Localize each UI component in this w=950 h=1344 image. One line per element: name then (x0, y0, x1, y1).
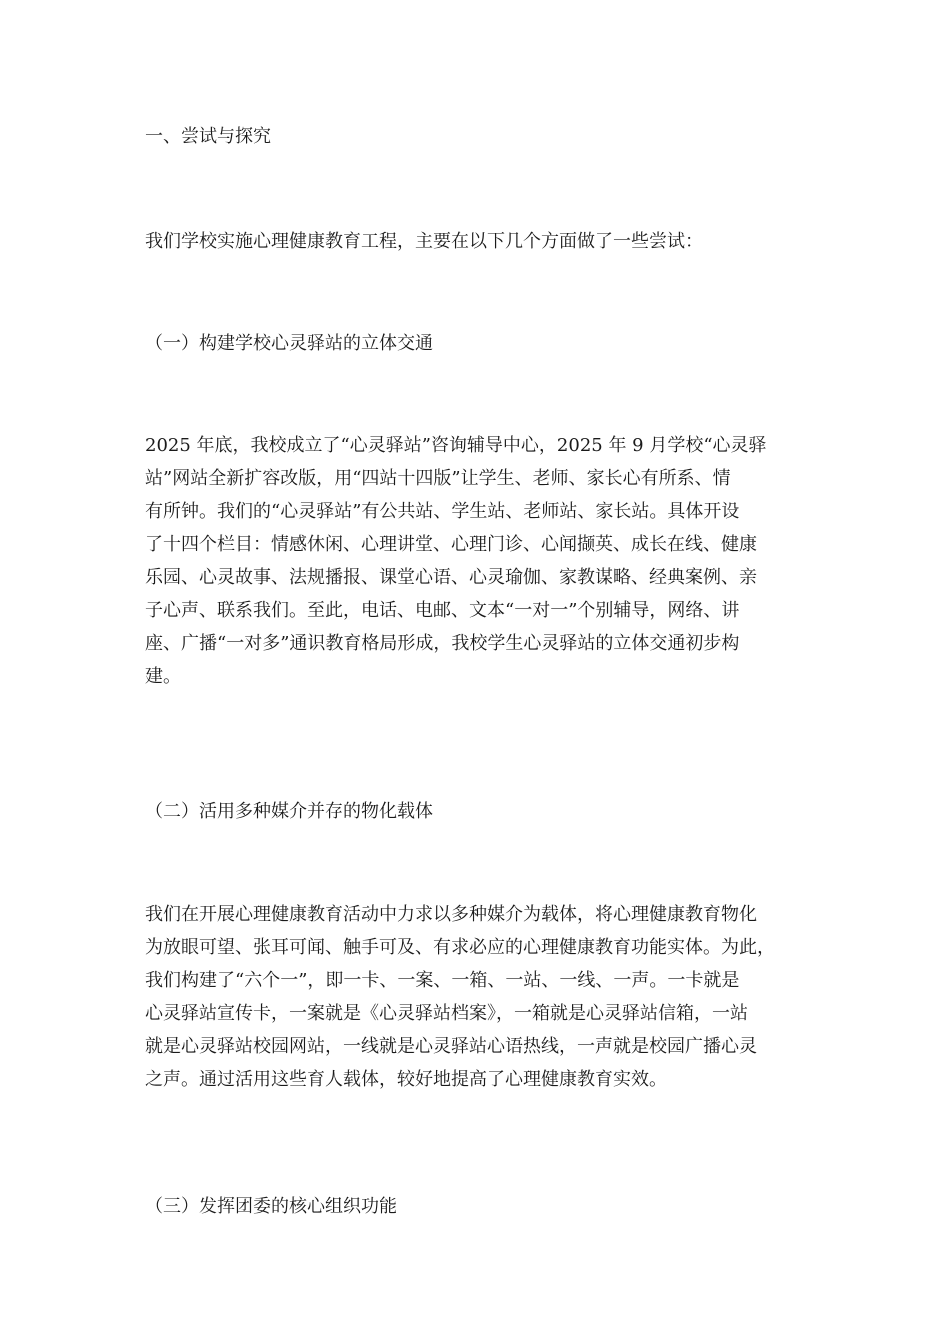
paragraph-line: 心灵驿站宣传卡，一案就是《心灵驿站档案》，一箱就是心灵驿站信箱，一站 (145, 1003, 748, 1024)
paragraph-line: 站”网站全新扩容改版，用“四站十四版”让学生、老师、家长心有所系、情 (145, 468, 731, 489)
subsection-3-title: （三）发挥团委的核心组织功能 (145, 1196, 397, 1217)
paragraph-line: 乐园、心灵故事、法规播报、课堂心语、心灵瑜伽、家教谋略、经典案例、亲 (145, 567, 757, 588)
paragraph-line: 2025 年底，我校成立了“心灵驿站”咨询辅导中心，2025 年 9 月学校“心灵驿 (145, 435, 767, 456)
paragraph-line: 之声。通过活用这些育人载体，较好地提高了心理健康教育实效。 (145, 1069, 667, 1090)
paragraph-line: 有所钟。我们的“心灵驿站”有公共站、学生站、老师站、家长站。具体开设 (145, 501, 740, 522)
intro-paragraph: 我们学校实施心理健康教育工程，主要在以下几个方面做了一些尝试： (145, 231, 703, 252)
subsection-1-title: （一）构建学校心灵驿站的立体交通 (145, 333, 433, 354)
paragraph-line: 了十四个栏目：情感休闲、心理讲堂、心理门诊、心闻撷英、成长在线、健康 (145, 534, 757, 555)
paragraph-line: 座、广播“一对多”通识教育格局形成，我校学生心灵驿站的立体交通初步构 (145, 633, 740, 654)
paragraph-line: 建。 (145, 666, 181, 687)
subsection-2-title: （二）活用多种媒介并存的物化载体 (145, 801, 433, 822)
section-title: 一、尝试与探究 (145, 126, 271, 147)
paragraph-line: 为放眼可望、张耳可闻、触手可及、有求必应的心理健康教育功能实体。为此， (145, 937, 775, 958)
paragraph-line: 我们在开展心理健康教育活动中力求以多种媒介为载体，将心理健康教育物化 (145, 904, 757, 925)
paragraph-line: 就是心灵驿站校园网站，一线就是心灵驿站心语热线，一声就是校园广播心灵 (145, 1036, 757, 1057)
subsection-2-paragraph (145, 898, 807, 1096)
paragraph-line: 我们构建了“六个一”，即一卡、一案、一箱、一站、一线、一声。一卡就是 (145, 970, 740, 991)
subsection-1-paragraph (145, 429, 807, 693)
paragraph-line: 子心声、联系我们。至此，电话、电邮、文本“一对一”个别辅导，网络、讲 (145, 600, 740, 621)
